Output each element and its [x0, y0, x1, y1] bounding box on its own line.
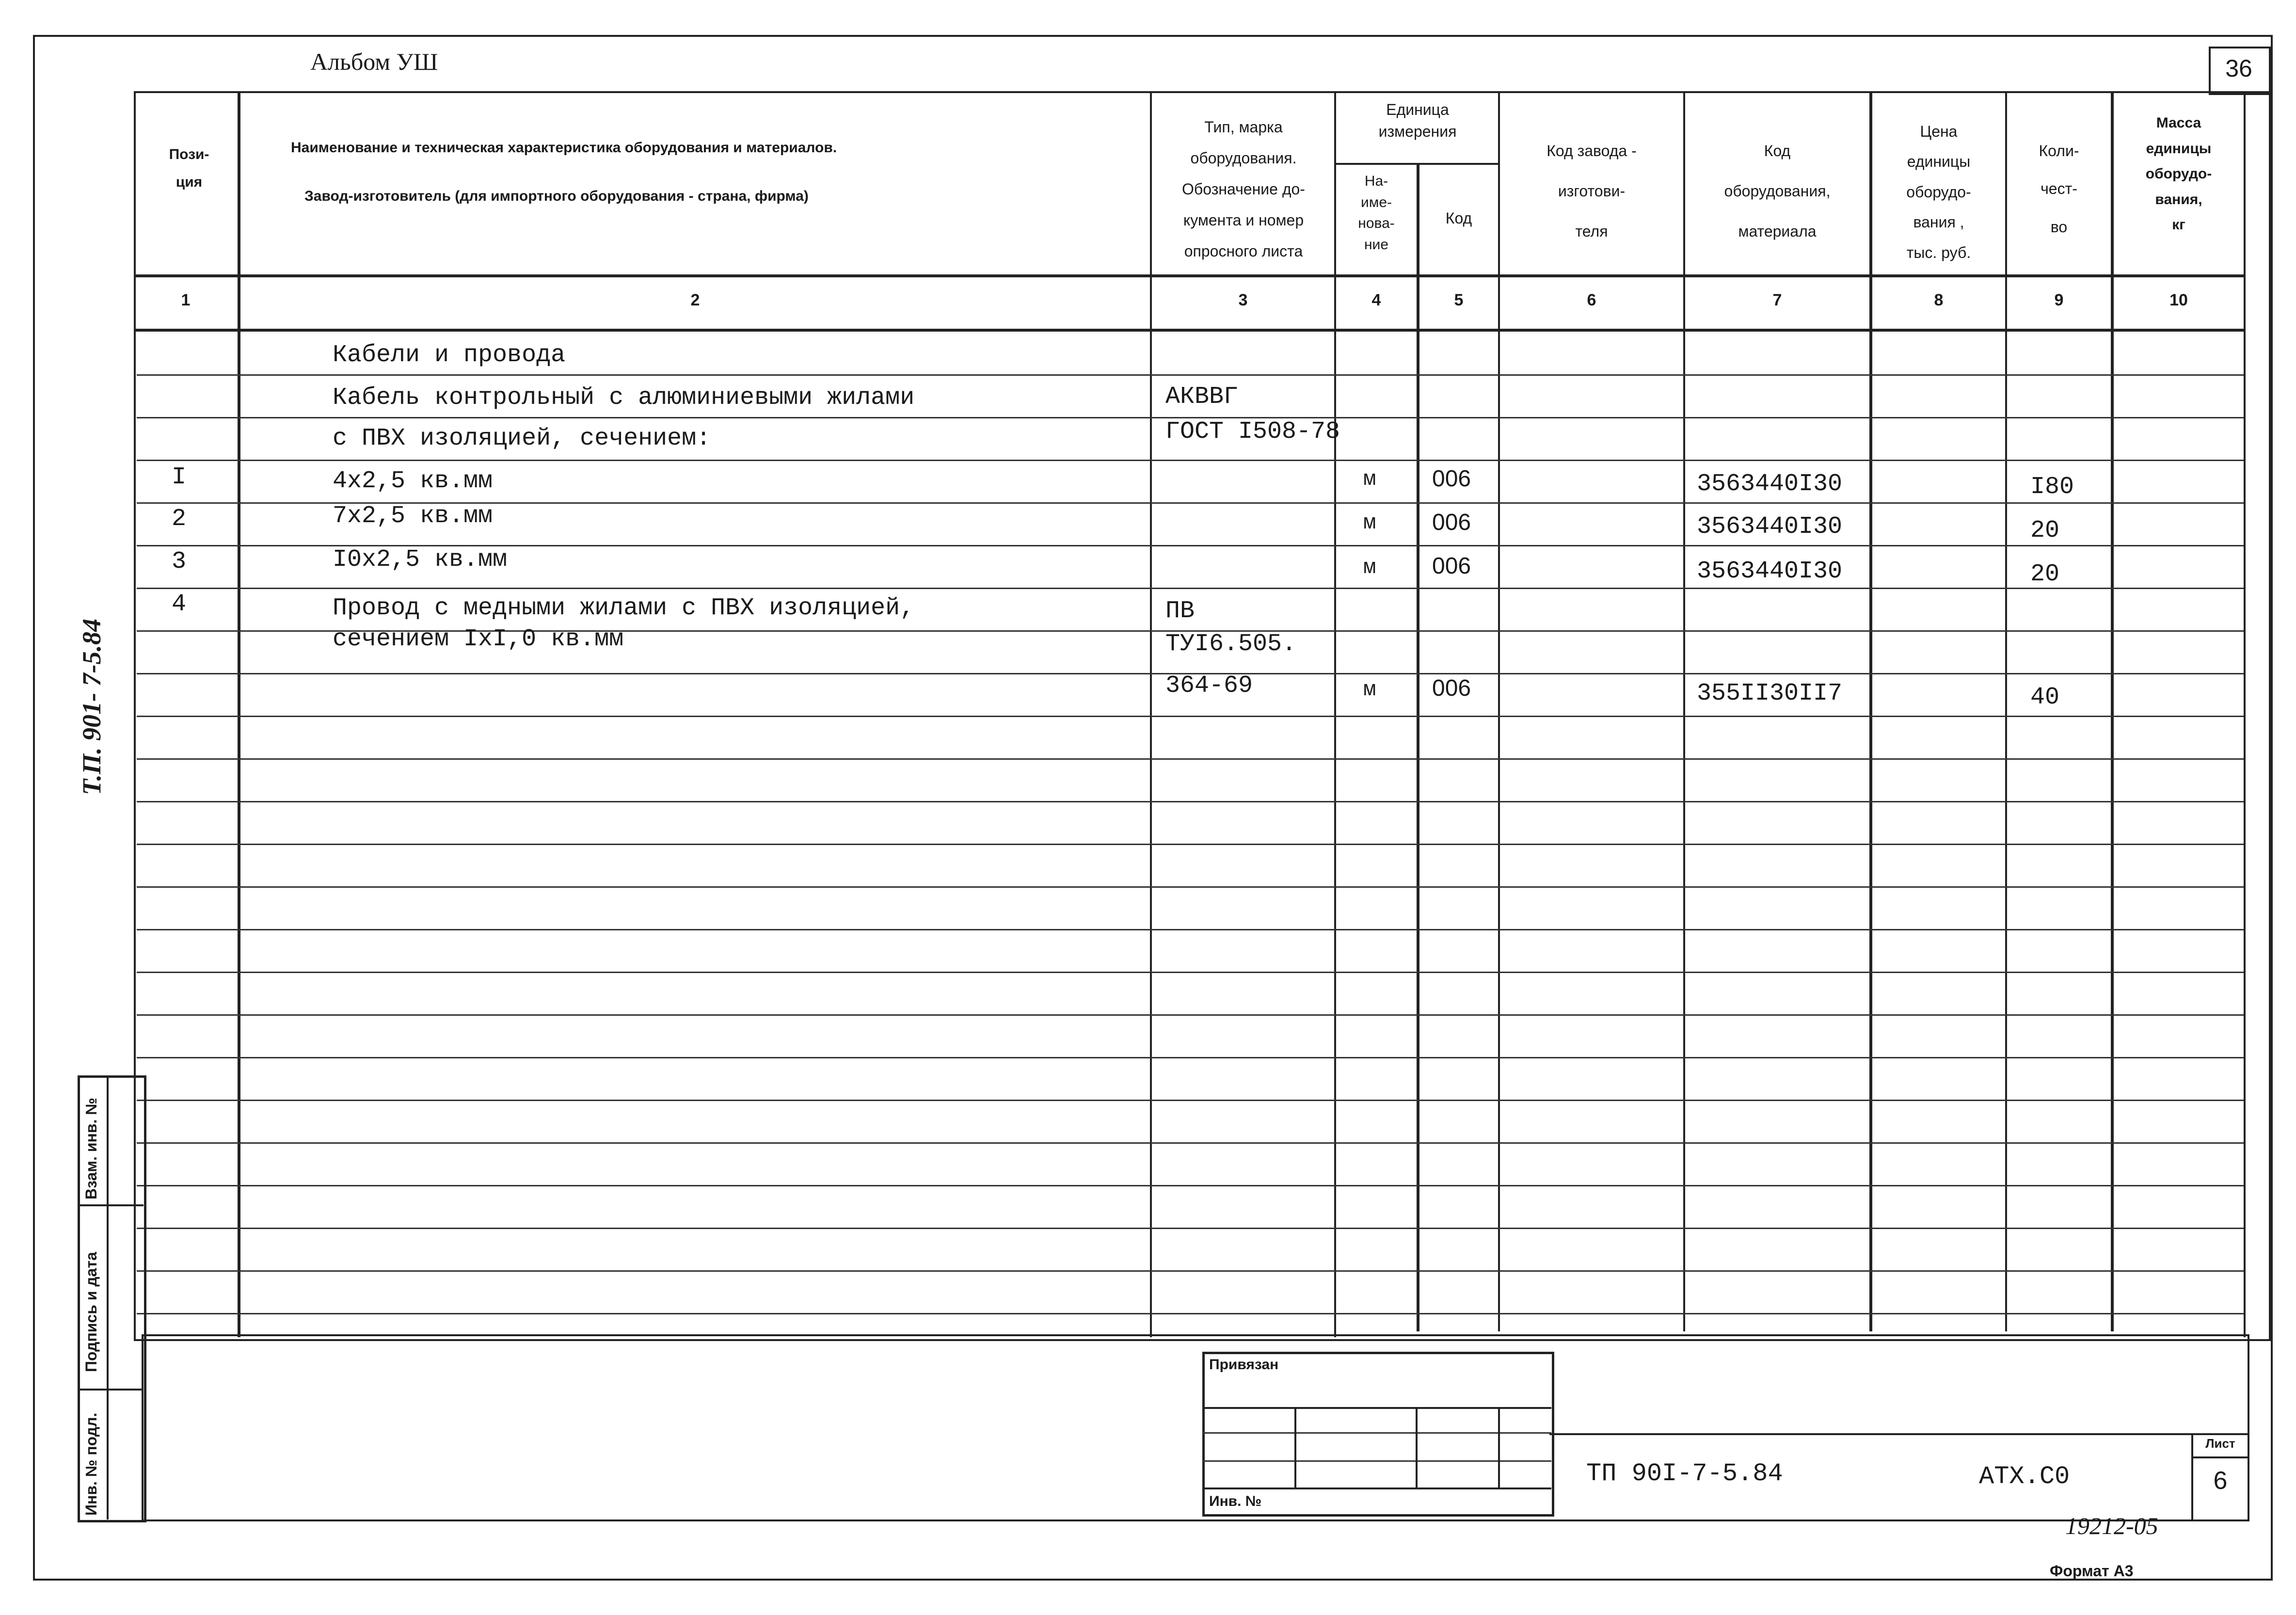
row-line: [137, 1142, 2244, 1144]
row-8-code: 006: [1432, 675, 1471, 701]
col-line-4: [1417, 163, 1419, 1331]
row-8-type: 364-69: [1165, 672, 1253, 700]
row-line: [137, 1228, 2244, 1229]
colnum-3: 3: [1238, 291, 1248, 309]
row-5-mat: 3563440I30: [1697, 558, 1843, 585]
sheet-label: Лист: [2205, 1436, 2235, 1451]
row-2-type: ГОСТ I508-78: [1165, 418, 1340, 446]
row-6-name: Провод с медными жилами с ПВХ изоляцией,: [333, 594, 915, 622]
binding-vline-1: [1294, 1407, 1296, 1489]
col-line-2: [1150, 91, 1152, 1337]
row-line: [137, 758, 2244, 760]
inventory-number-label: Инв. №: [1209, 1493, 1262, 1509]
title-block-frame: [142, 1334, 2249, 1521]
left-stamp-inv-podl: Инв. № подл.: [82, 1412, 100, 1516]
colnum-1: 1: [181, 291, 191, 309]
row-line: [137, 1057, 2244, 1058]
left-stamp-line-1: [78, 1204, 144, 1206]
left-stamp-line-2: [78, 1389, 144, 1391]
row-line: [137, 844, 2244, 845]
header-factory-code: Код завода - изготови- теля: [1547, 142, 1637, 240]
colnum-5: 5: [1454, 291, 1464, 309]
row-0-name: Кабели и провода: [333, 341, 566, 369]
binding-box: [1202, 1352, 1554, 1517]
binding-vline-3: [1498, 1407, 1500, 1489]
row-1-name: Кабель контрольный с алюминиевыми жилами: [333, 384, 915, 412]
header-quantity: Коли- чест- во: [2039, 142, 2079, 236]
document-number: ТП 90I-7-5.84: [1586, 1459, 1783, 1488]
header-unit-code: Код: [1445, 209, 1472, 227]
row-line: [137, 929, 2244, 930]
row-8-mat: 355II30II7: [1697, 680, 1843, 707]
row-7-type: ТУI6.505.: [1165, 630, 1297, 658]
header-name-line2: Завод-изготовитель (для импортного оборудования - страна, фирма): [304, 188, 809, 204]
row-line: [137, 1270, 2244, 1272]
row-line: [137, 716, 2244, 717]
row-5-code: 006: [1432, 553, 1471, 579]
sheet-number: 6: [2213, 1467, 2228, 1495]
row-8-unit: м: [1363, 678, 1376, 702]
row-line: [137, 1185, 2244, 1186]
row-3-unit: м: [1363, 467, 1376, 492]
header-bottom-line: [134, 274, 2246, 277]
row-3-qty: I80: [2030, 473, 2074, 501]
row-3-pos: I: [172, 464, 187, 491]
header-unit-group-text: Единица измерения: [1378, 101, 1457, 140]
row-8-qty: 40: [2030, 684, 2060, 711]
colnum-bottom-line: [134, 329, 2246, 332]
footer-note: 19212-05: [2065, 1512, 2158, 1539]
row-5-pos: 3: [172, 548, 187, 576]
row-4-pos: 2: [172, 505, 187, 533]
header-type: Тип, марка оборудования. Обозначение до- кумента и номер опросного листа: [1182, 118, 1305, 260]
row-line: [137, 588, 2244, 589]
album-label: Альбом УШ: [310, 48, 438, 75]
colnum-2: 2: [690, 291, 700, 309]
row-4-qty: 20: [2030, 517, 2060, 544]
colnum-6: 6: [1587, 291, 1596, 309]
row-4-code: 006: [1432, 510, 1471, 535]
row-5-qty: 20: [2030, 560, 2060, 588]
title-inner-top: [1549, 1433, 2246, 1435]
col-line-3: [1334, 91, 1336, 1337]
colnum-4: 4: [1371, 291, 1381, 309]
binding-vline-2: [1416, 1407, 1418, 1489]
colnum-9: 9: [2054, 291, 2064, 309]
colnum-8: 8: [1934, 291, 1944, 309]
row-line: [137, 972, 2244, 973]
header-name-line1: Наименование и техническая характеристика оборудования и материалов.: [291, 140, 837, 156]
format-label: Формат А3: [2050, 1562, 2134, 1580]
row-6-type: ПВ: [1165, 597, 1195, 625]
row-3-mat: 3563440I30: [1697, 470, 1843, 498]
row-6-pos: 4: [172, 591, 187, 618]
col-line-10: [2244, 91, 2246, 1337]
header-material-code: Код оборудования, материала: [1724, 142, 1831, 240]
row-line: [137, 801, 2244, 802]
row-4-unit: м: [1363, 511, 1376, 535]
row-4-mat: 3563440I30: [1697, 513, 1843, 541]
row-5-name: I0х2,5 кв.мм: [333, 546, 508, 574]
header-mass: Масса единицы оборудо- вания, кг: [2145, 115, 2212, 233]
sheet-box-divider: [2191, 1456, 2248, 1458]
header-price: Цена единицы оборудо- вания , тыс. руб.: [1906, 123, 1971, 261]
row-1-type: АКВВГ: [1165, 383, 1239, 411]
left-stamp-divider: [107, 1075, 109, 1519]
row-2-name: с ПВХ изоляцией, сечением:: [333, 425, 711, 452]
row-5-unit: м: [1363, 556, 1376, 580]
row-line: [137, 374, 2244, 376]
row-3-name: 4х2,5 кв.мм: [333, 467, 493, 495]
left-stamp-vzam: Взам. инв. №: [82, 1098, 100, 1199]
col-line-1: [238, 91, 240, 1337]
row-7-name: сечением IхI,0 кв.мм: [333, 625, 624, 653]
row-line: [137, 886, 2244, 888]
left-stamp-podpis: Подпись и дата: [82, 1252, 100, 1372]
row-3-code: 006: [1432, 466, 1471, 492]
header-unit-name: На- име- нова- ние: [1358, 173, 1395, 253]
document-code: АТХ.С0: [1979, 1462, 2070, 1491]
colnum-7: 7: [1772, 291, 1782, 309]
side-stamp: Т.П. 901- 7-5.84: [77, 618, 106, 795]
colnum-10: 10: [2169, 291, 2188, 309]
binding-label: Привязан: [1209, 1357, 1279, 1373]
row-line: [137, 1100, 2244, 1101]
row-line: [137, 460, 2244, 461]
row-line: [137, 1014, 2244, 1016]
row-4-name: 7х2,5 кв.мм: [333, 502, 493, 530]
row-line: [137, 1313, 2244, 1314]
page-number: 36: [2225, 55, 2252, 82]
unit-group-divider: [1334, 163, 1500, 165]
header-position: Пози- ция: [169, 146, 209, 190]
